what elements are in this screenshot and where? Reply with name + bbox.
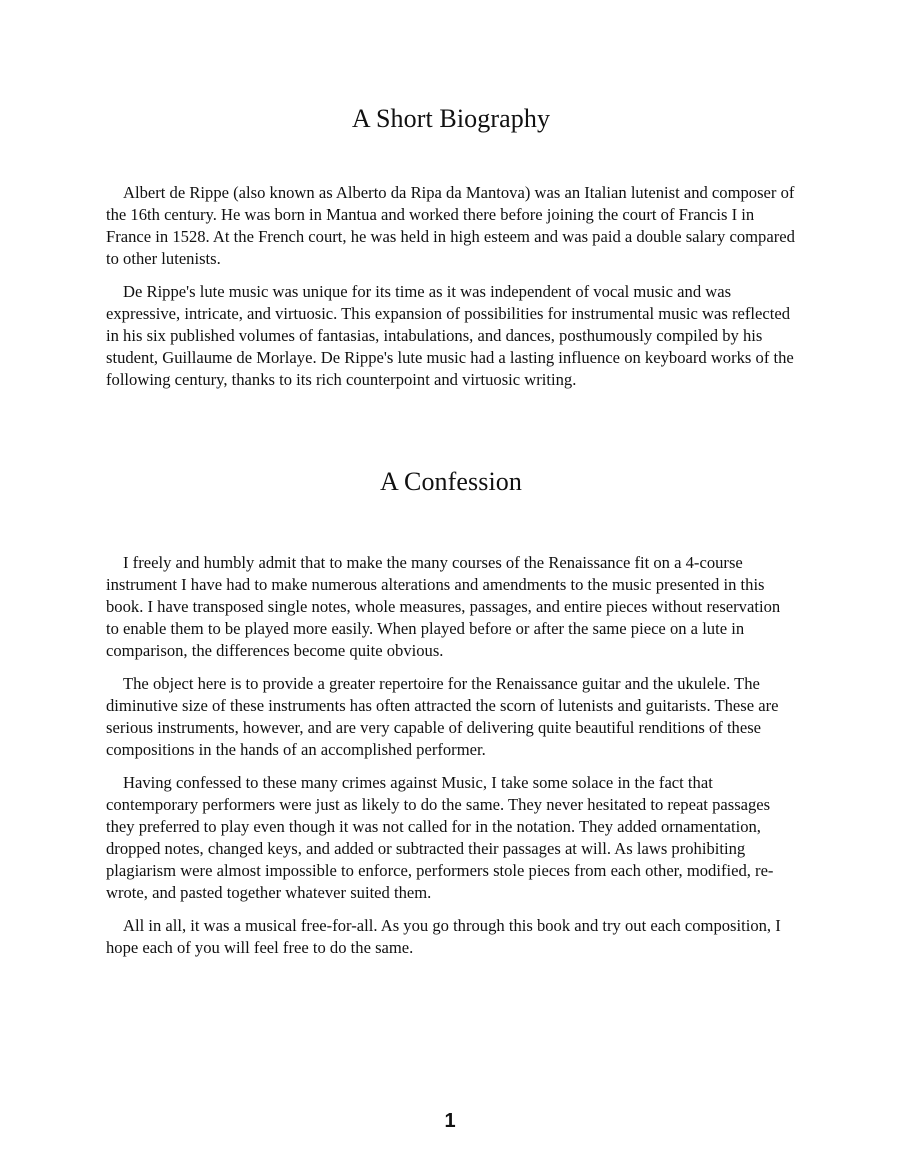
confession-title: A Confession xyxy=(379,467,523,496)
biography-title: A Short Biography xyxy=(351,104,551,133)
biography-paragraph-2: De Rippe's lute music was unique for its time as it was independent of vocal music and was expressive, intricate, and virtuosic. This expansion of possibilities for instrumental music was reflected in his six published volumes of fantasias, intabulations, and dances, posthumously compiled by his student, Guillaume de Morlaye. De Rippe's lute music had a lasting influence on keyboard works of the following century, thanks to its rich counterpoint and virtuosic writing. xyxy=(106,282,794,389)
confession-paragraph-2: The object here is to provide a greater repertoire for the Renaissance guitar and the ukulele. The diminutive size of these instruments has often attracted the scorn of lutenists and guitarists. These are serious instruments, however, and are very capable of delivering quite beautiful renditions of these compositions in the hands of an accomplished performer. xyxy=(106,674,779,759)
confession-paragraph-4: All in all, it was a musical free-for-all. As you go through this book and try out each composition, I hope each of you will feel free to do the same. xyxy=(106,916,781,957)
confession-section xyxy=(106,467,796,959)
page-number: 1 xyxy=(444,1110,456,1132)
confession-paragraph-3: Having confessed to these many crimes against Music, I take some solace in the fact that contemporary performers were just as likely to do the same. They never hesitated to repeat passages they preferred to play even though it was not called for in the notation. They added ornamentation, dropped notes, changed keys, and added or subtracted their passages at will. As laws prohibiting plagiarism were almost impossible to enforce, performers stole pieces from each other, modified, re-wrote, and pasted together whatever suited them. xyxy=(106,773,774,902)
biography-paragraph-1: Albert de Rippe (also known as Alberto da Ripa da Mantova) was an Italian lutenist and composer of the 16th century. He was born in Mantua and worked there before joining the court of Francis I in France in 1528. At the French court, he was held in high esteem and was paid a double salary compared to other lutenists. xyxy=(106,183,795,268)
confession-paragraph-1: I freely and humbly admit that to make the many courses of the Renaissance fit on a 4-course instrument I have had to make numerous alterations and amendments to the music presented in this book. I have transposed single notes, whole measures, passages, and entire pieces without reservation to enable them to be played more easily. When played before or after the same piece on a lute in comparison, the differences become quite obvious. xyxy=(106,553,781,660)
biography-section xyxy=(106,104,796,391)
